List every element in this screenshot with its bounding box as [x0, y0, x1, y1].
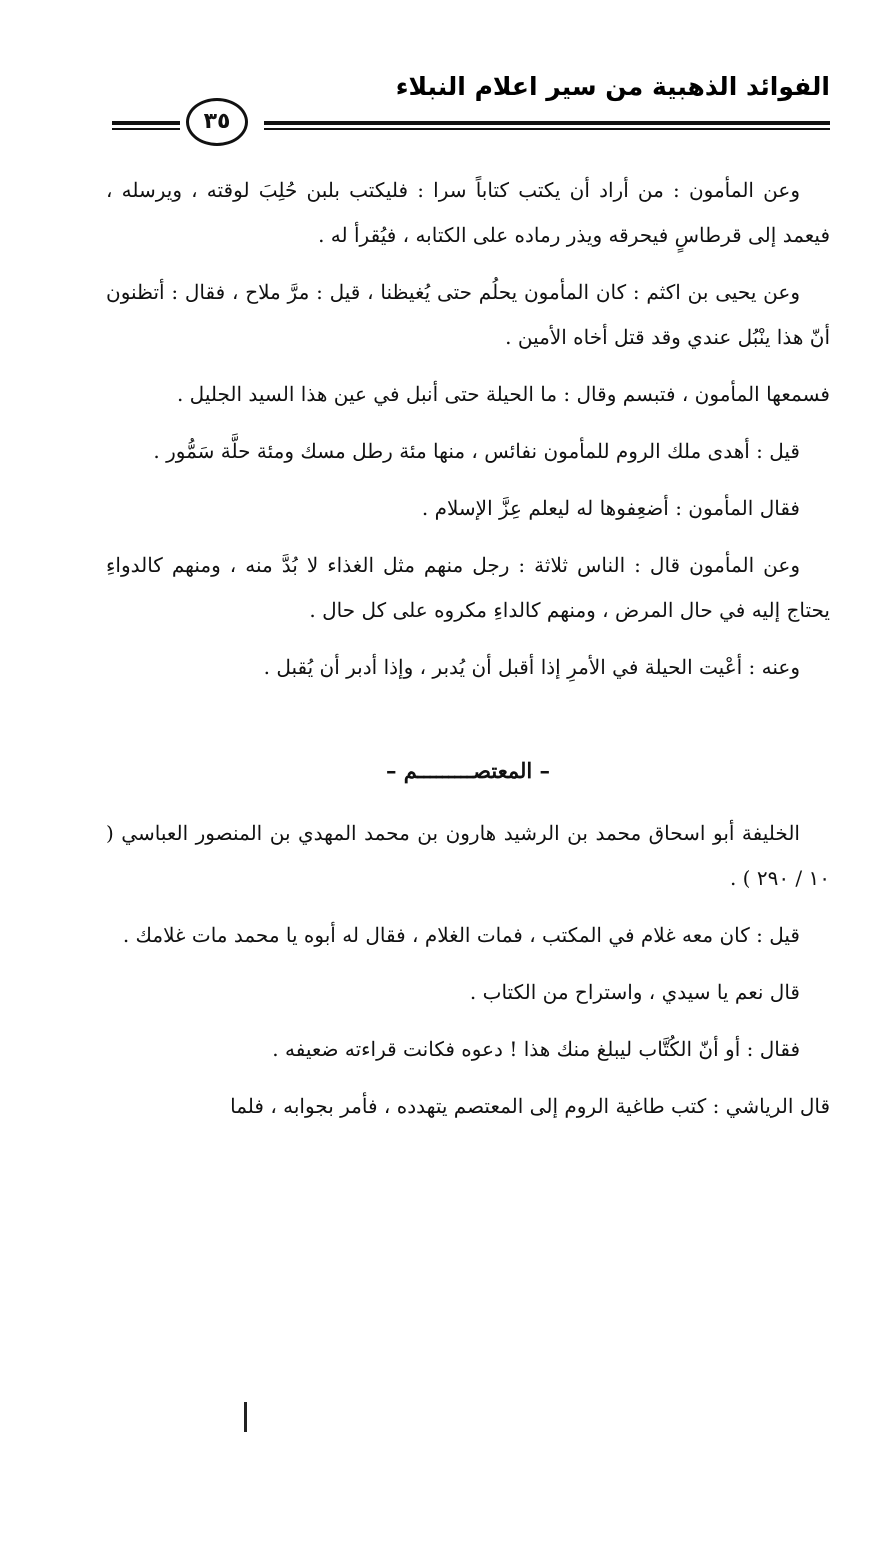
paragraph: الخليفة أبو اسحاق محمد بن الرشيد هارون بن محمد المهدي بن المنصور العباسي ( ١٠ / ٢٩٠ ) . [106, 821, 830, 890]
running-head-title: الفوائد الذهبية من سير اعلام النبلاء [395, 72, 830, 101]
header-rule-right-lower [264, 128, 830, 130]
paragraph: وعنه : أعْيت الحيلة في الأمرِ إذا أقبل أن يُدبر ، وإذا أدبر أن يُقبل . [263, 655, 800, 679]
header-rule-left [112, 121, 180, 125]
paragraph: وعن يحيى بن اكثم : كان المأمون يحلُم حتى يُغيظنا ، قيل : مرَّ ملاح ، فقال : أتظنون أنّ هذا ينْبُل عندي وقد قتل أخاه الأمين . [106, 280, 830, 349]
page-number: ٣٥ [186, 98, 248, 146]
paragraph: قال الرياشي : كتب طاغية الروم إلى المعتصم يتهدده ، فأمر بجوابه ، فلما [230, 1094, 830, 1118]
paragraph: وعن المأمون قال : الناس ثلاثة : رجل منهم مثل الغذاء لا بُدَّ منه ، ومنهم كالدواءِ يحتاج إليه في حال المرض ، ومنهم كالداءِ مكروه على كل حال . [106, 553, 830, 622]
paragraph: فقال المأمون : أضعِفوها له ليعلم عِزَّ الإسلام . [421, 496, 800, 520]
footer-mark [244, 1402, 247, 1432]
paragraph: فسمعها المأمون ، فتبسم وقال : ما الحيلة حتى أنبل في عين هذا السيد الجليل . [176, 382, 830, 406]
paragraph: فقال : أو أنّ الكُتَّاب ليبلغ منك هذا ! دعوه فكانت قراءته ضعيفه . [272, 1037, 800, 1061]
paragraph: قيل : أهدى ملك الروم للمأمون نفائس ، منها مئة رطل مسك ومئة حلَّة سَمُّور . [153, 439, 800, 463]
main-text [106, 168, 830, 1141]
header-rule-right [264, 121, 830, 125]
paragraph: وعن المأمون : من أراد أن يكتب كتاباً سرا : فليكتب بلبن حُلِبَ لوقته ، ويرسله ، فيعمد إلى قرطاسٍ فيحرقه ويذر رماده على الكتابه ، فيُقرأ له . [106, 178, 830, 247]
section-title: – المعتصـــــــــم – [385, 758, 551, 783]
paragraph: قيل : كان معه غلام في المكتب ، فمات الغلام ، فقال له أبوه يا محمد مات غلامك . [122, 923, 800, 947]
paragraph: قال نعم يا سيدي ، واستراح من الكتاب . [469, 980, 800, 1004]
header-rule-left-lower [112, 128, 180, 130]
